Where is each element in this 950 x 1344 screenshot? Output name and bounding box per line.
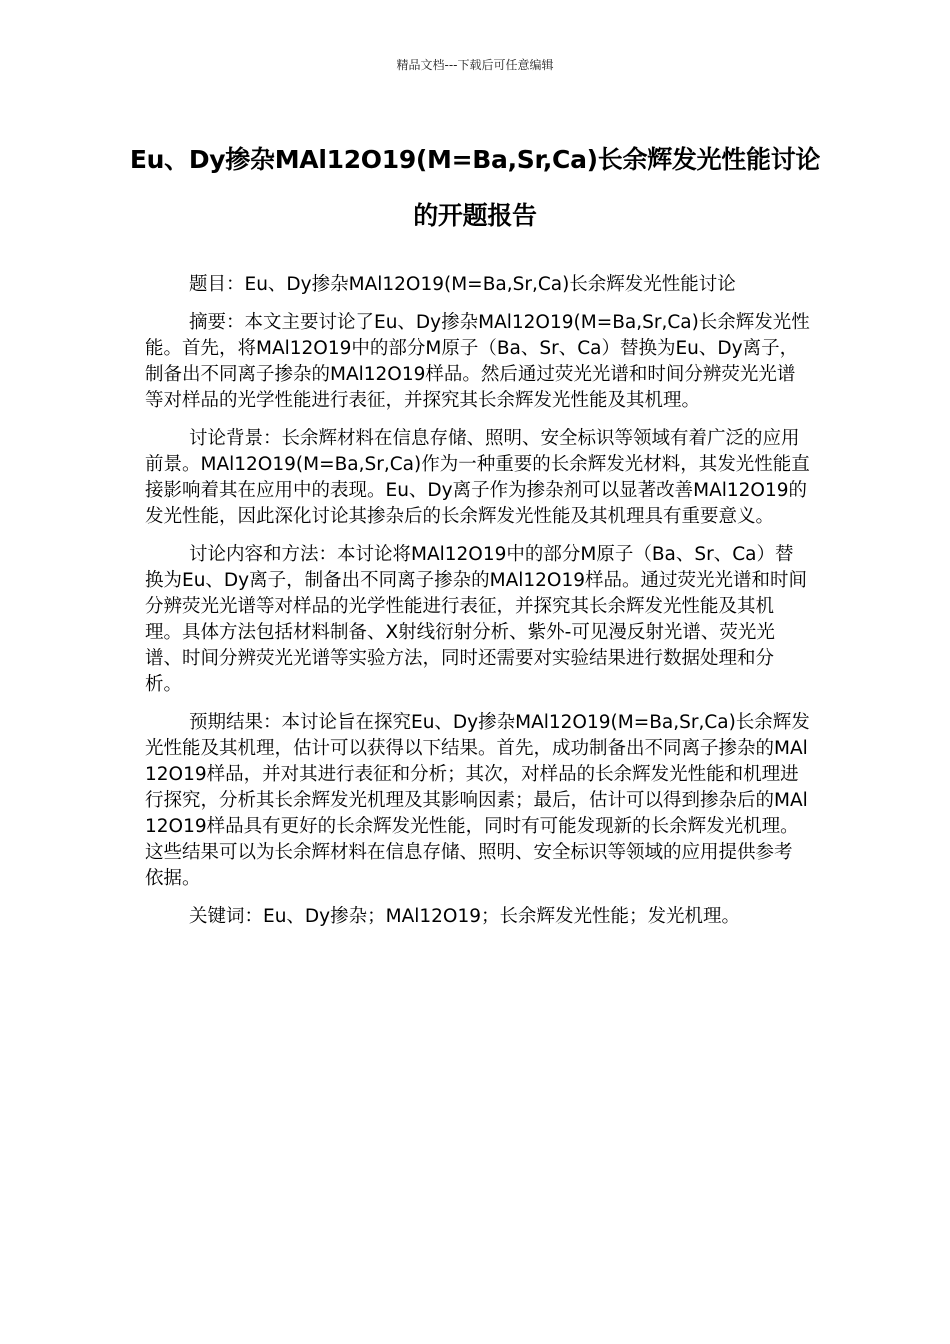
background-paragraph: 讨论背景：长余辉材料在信息存储、照明、安全标识等领域有着广泛的应用前景。MAl12O19(M=Ba,Sr,Ca)作为一种重要的长余辉发光材料，其发光性能直接影响着其在应用中的表现。Eu、Dy离子作为掺杂剂可以显著改善MAl12O19的发光性能，因此深化讨论其掺杂后的长余辉发光性能及其机理具有重要意义。 [145, 428, 810, 527]
methods-paragraph: 讨论内容和方法：本讨论将MAl12O19中的部分M原子（Ba、Sr、Ca）替换为Eu、Dy离子，制备出不同离子掺杂的MAl12O19样品。通过荧光光谱和时间分辨荧光光谱等对样品的光学性能进行表征，并探究其长余辉发光性能及其机理。具体方法包括材料制备、X射线衍射分析、紫外-可见漫反射光谱、荧光光谱、时间分辨荧光光谱等实验方法，同时还需要对实验结果进行数据处理和分析。 [145, 544, 808, 695]
document-title: Eu、Dy掺杂MAl12O19(M=Ba,Sr,Ca)长余辉发光性能讨论的开题报告 [129, 145, 821, 230]
expected-results-paragraph: 预期结果：本讨论旨在探究Eu、Dy掺杂MAl12O19(M=Ba,Sr,Ca)长余辉发光性能及其机理，估计可以获得以下结果。首先，成功制备出不同离子掺杂的MAl12O19样品，并对其进行表征和分析；其次，对样品的长余辉发光性能和机理进行探究，分析其长余辉发光机理及其影响因素；最后，估计可以得到掺杂后的MAl12O19样品具有更好的长余辉发光性能，同时有可能发现新的长余辉发光机理。这些结果可以为长余辉材料在信息存储、照明、安全标识等领域的应用提供参考依据。 [145, 712, 810, 889]
topic-paragraph: 题目：Eu、Dy掺杂MAl12O19(M=Ba,Sr,Ca)长余辉发光性能讨论 [189, 274, 736, 295]
document-body [145, 272, 810, 942]
abstract-paragraph: 摘要：本文主要讨论了Eu、Dy掺杂MAl12O19(M=Ba,Sr,Ca)长余辉发光性能。首先，将MAl12O19中的部分M原子（Ba、Sr、Ca）替换为Eu、Dy离子，制备出不同离子掺杂的MAl12O19样品。然后通过荧光光谱和时间分辨荧光光谱等对样品的光学性能进行表征，并探究其长余辉发光性能及其机理。 [145, 312, 810, 411]
page-header: 精品文档---下载后可任意编辑 [396, 58, 554, 72]
keywords-paragraph: 关键词：Eu、Dy掺杂；MAl12O19；长余辉发光性能；发光机理。 [189, 906, 741, 927]
